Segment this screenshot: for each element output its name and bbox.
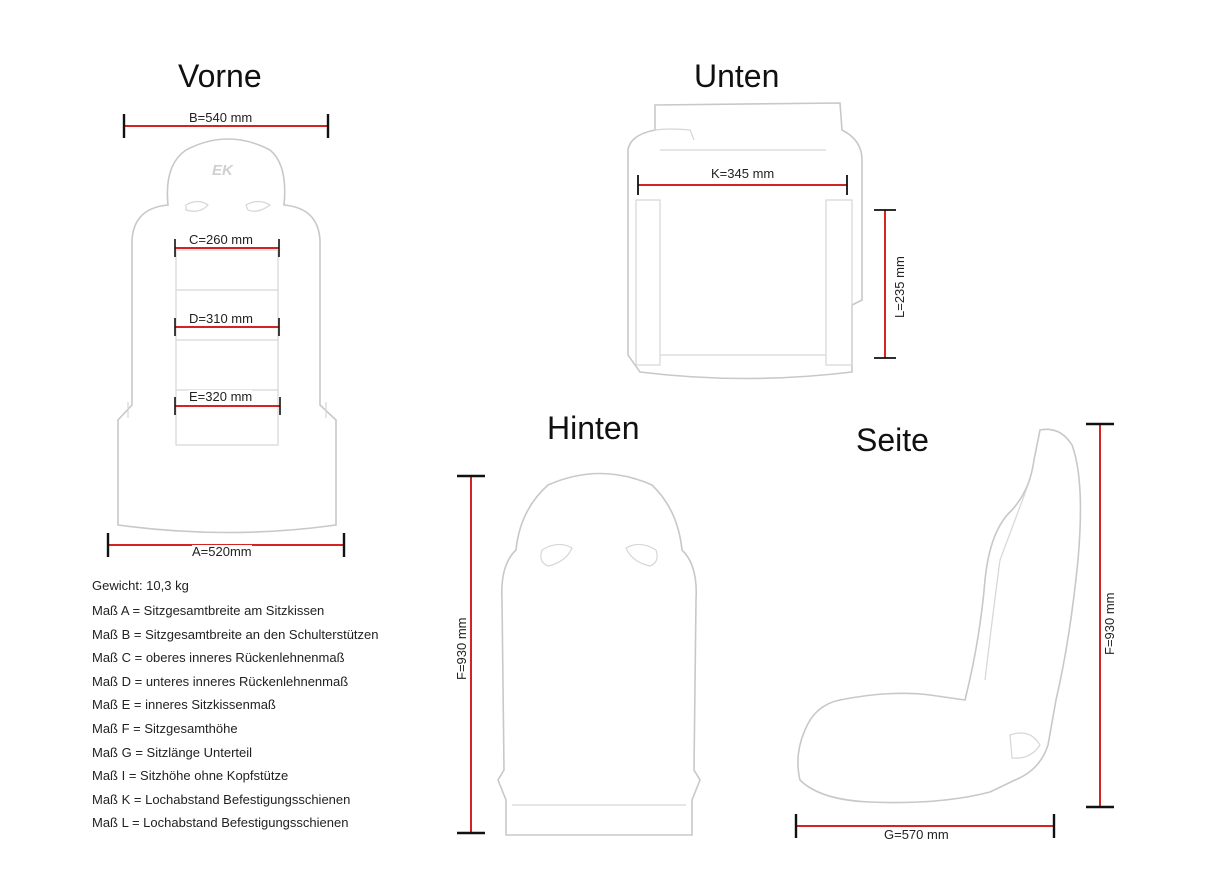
legend-item-e: Maß E = inneres Sitzkissenmaß [92,697,276,713]
side-seat-outline [798,429,1081,802]
bottom-frame-outline [628,103,862,379]
legend-item-g: Maß G = Sitzlänge Unterteil [92,744,253,760]
dimension-label-b: B=540 mm [189,110,253,125]
legend-item-i: Maß I = Sitzhöhe ohne Kopfstütze [92,768,289,784]
legend-item-d: Maß D = unteres inneres Rückenlehnenmaß [92,673,349,689]
legend-item-l: Maß L = Lochabstand Befestigungsschienen [92,815,349,831]
view-title-bottom: Unten [694,58,780,94]
ek-logo-text: EK [212,162,233,179]
front-seat-outline [118,139,336,533]
view-title-rear: Hinten [547,410,640,446]
weight-text: Gewicht: 10,3 kg [92,578,189,593]
legend-item-k: Maß K = Lochabstand Befestigungsschienen [92,791,351,807]
dimension-label-d: D=310 mm [189,311,253,326]
dimension-label-e: E=320 mm [189,389,253,404]
dimension-label-g: G=570 mm [884,827,949,842]
dimension-label-f-rear: F=930 mm [454,617,469,680]
legend-item-b: Maß B = Sitzgesamtbreite an den Schulterstützen [92,626,379,642]
dimension-label-k: K=345 mm [711,166,775,181]
dimension-label-f-side: F=930 mm [1102,592,1117,655]
dimension-label-c: C=260 mm [189,232,253,247]
ek-logo [212,162,234,179]
rear-seat-outline [498,474,700,836]
view-title-front: Vorne [178,58,262,94]
legend-item-a: Maß A = Sitzgesamtbreite am Sitzkissen [92,603,325,618]
legend-item-f: Maß F = Sitzgesamthöhe [92,720,238,736]
dimension-label-l: L=235 mm [892,256,907,318]
legend-item-c: Maß C = oberes inneres Rückenlehnenmaß [92,650,345,666]
view-title-side: Seite [856,422,929,458]
legend [92,578,379,837]
dimension-label-a: A=520mm [192,544,252,559]
